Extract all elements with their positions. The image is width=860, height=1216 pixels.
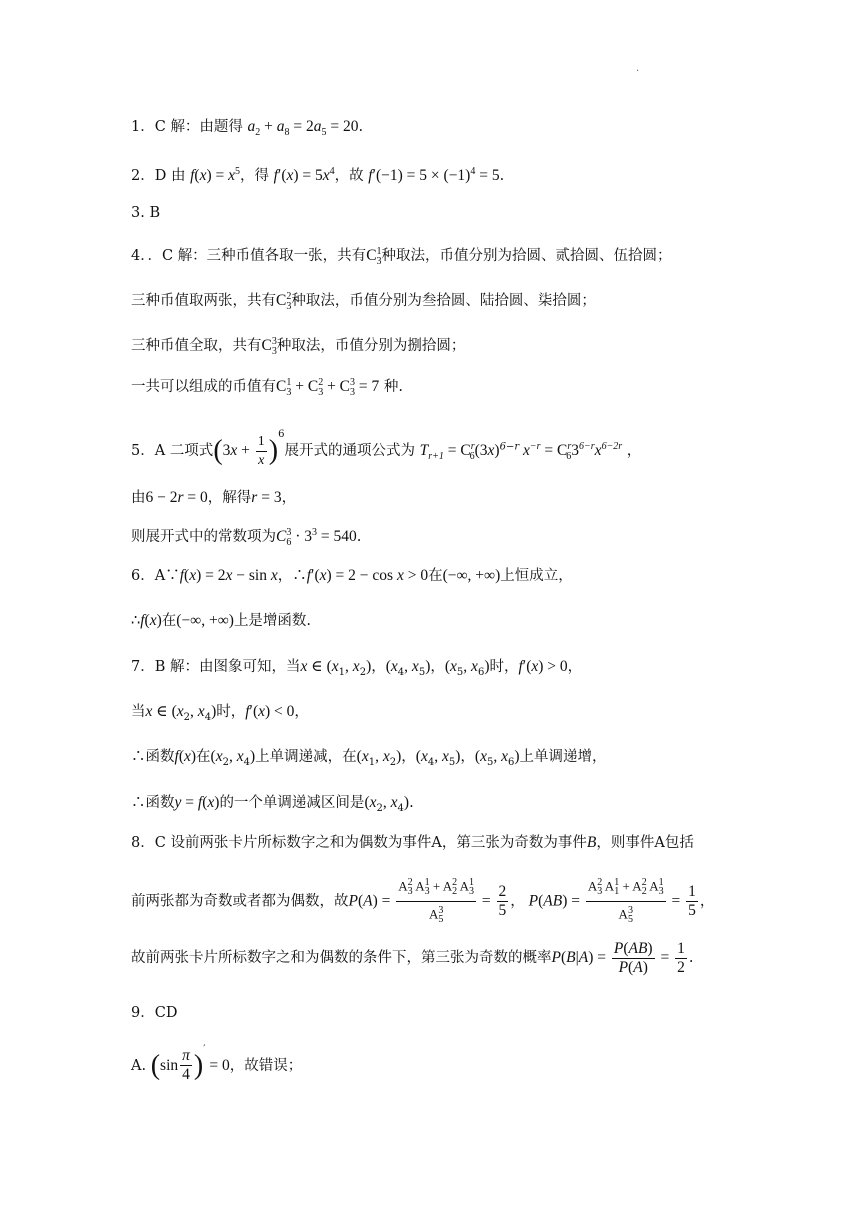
answer-4-line-4: 一共可以组成的币值有$C^1_3 + C^2_3 + C^3_3 = 7$ 种. [131, 377, 403, 399]
answer-8-line-2: 前两张都为奇数或者都为偶数，故P(A) = $\frac{A^2_3 A^1_3 + A^2_2 A^1_3}{A^3_5}$ = $\frac{2}{5}$ ， P(AB) = $\frac{A^2_3 A^1_1 + A^2_2 A^1_3}{A^3_5}$ = $\frac{1}{5}$ ， [131, 874, 750, 929]
answer-6-line-2: ∴f(x)在(−∞, +∞)上是增函数. [131, 612, 312, 629]
answer-6-line-1: 6．A∵f(x) = 2x − sin x，∴f′(x) = 2 − cos x > 0在(−∞, +∞)上恒成立， [131, 567, 573, 584]
answer-7-line-2: 当x ∈ ($x_2$, $x_4$)时，f′(x) < 0， [131, 703, 309, 723]
answer-7-line-3: ∴函数f(x)在($x_2$, $x_4$)上单调递减，在($x_1$, $x_2$)，($x_4$, $x_5$)，($x_5$, $x_6$)上单调递增， [131, 748, 607, 768]
answer-5-line-3: 则展开式中的常数项为$C^3_6 \cdot 3^3 = 540$. [131, 527, 362, 549]
answer-4-line-3: 三种币值全取，共有$C^3_3$种取法，币值分别为捌拾圆； [131, 336, 466, 358]
answer-8-line-3: 故前两张卡片所标数字之和为偶数的条件下，第三张为奇数的概率P(B|A) = $\frac{P(AB)}{P(A)}$ = $\frac{1}{2}$ . [131, 939, 694, 976]
answer-3: 3. B [131, 205, 161, 221]
answer-9-option-a: A. (sin $\frac{\pi}{4}$ )′ = 0，故错误； [131, 1044, 303, 1084]
math: $a_2 + a_8 = 2a_5 = 20$ [247, 118, 359, 139]
answer-4-line-1: 4．．C 解：三种币值各取一张，共有$C^1_3$种取法，币值分别为拾圆、贰拾圆、伍拾圆； [131, 246, 672, 268]
answer-7-line-4: ∴函数y = f(x)的一个单调递减区间是($x_2$, $x_4$). [131, 794, 414, 814]
answer-4-line-2: 三种币值取两张，共有$C^2_3$种取法，币值分别为叁拾圆、陆拾圆、柒拾圆； [131, 291, 596, 313]
answer-2: 2．D 由 $f(x) = x^5$，得 $f'(x) = 5x^4$，故 $f'(-1) = 5 \times (-1)^4 = 5$. [131, 166, 505, 185]
header-dot: · [636, 66, 640, 77]
answer-5-line-1: 5．A 二项式(3x + $\frac{1}{x}$ )$^6$展开式的通项公式为 $T_{r+1} = C^r_6(3x)^{6-r}$ $x^{-r} = C^r_63^{6-r}x^{6-2r}$ ， [131, 429, 642, 468]
answer-8-line-1: 8．C 设前两张卡片所标数字之和为偶数为事件A，第三张为奇数为事件B，则事件A包括 [131, 834, 694, 851]
answer-7-line-1: 7．B 解：由图象可知，当x ∈ ($x_1$, $x_2$)，($x_4$, $x_5$)，($x_5$, $x_6$)时，f′(x) > 0， [131, 658, 583, 678]
answer-9: 9．CD [131, 1005, 178, 1021]
answer-1: 1．C 解：由题得 $a_2 + a_8 = 2a_5 = 20$. [131, 118, 364, 139]
answer-5-line-2: 由6 − 2r = 0，解得r = 3， [131, 489, 297, 506]
